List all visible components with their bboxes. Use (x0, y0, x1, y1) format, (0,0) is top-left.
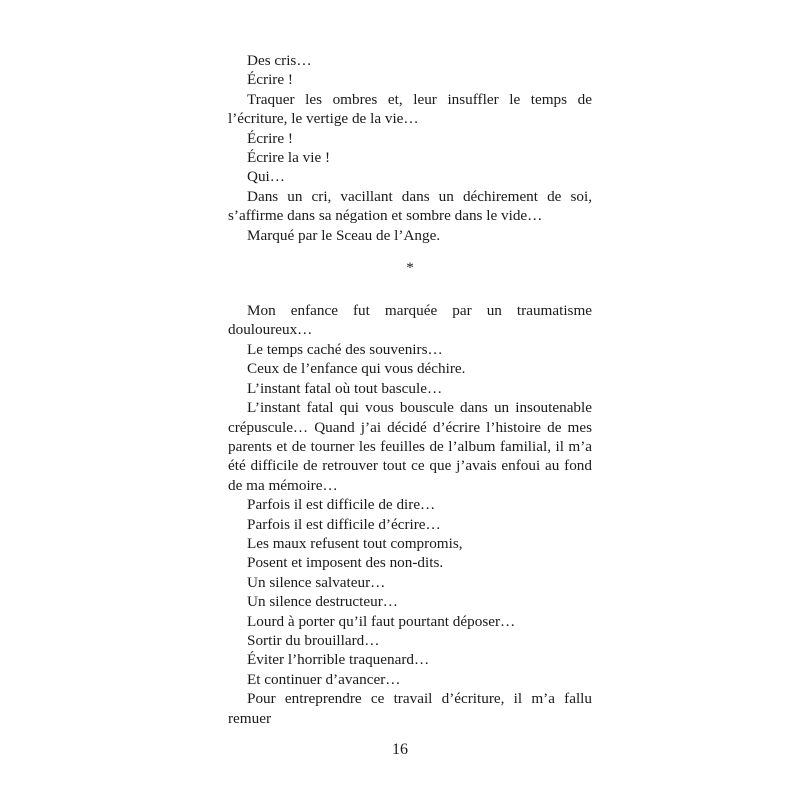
paragraph: L’instant fatal où tout bascule… (247, 379, 443, 397)
paragraph: Parfois il est difficile de dire… (247, 496, 436, 514)
paragraph: Posent et imposent des non-dits. (247, 554, 444, 572)
section-two (228, 301, 592, 728)
paragraph: Mon enfance fut marquée par un traumatisme douloureux… (228, 302, 592, 339)
paragraph: L’instant fatal qui vous bouscule dans un insoutenable crépuscule… Quand j’ai décidé d’écrire l’histoire de mes parents et de tourner les feuilles de l’album familial, il m’a été difficile de retrouver tout ce que j’avais enfoui au fond de ma mémoire… (228, 399, 592, 494)
paragraph: Éviter l’horrible traquenard… (247, 651, 430, 669)
paragraph: Un silence salvateur… (247, 573, 386, 591)
paragraph: Lourd à porter qu’il faut pourtant déposer… (247, 612, 516, 630)
paragraph: Un silence destructeur… (247, 593, 398, 611)
paragraph: Pour entreprendre ce travail d’écriture, il m’a fallu remuer (228, 690, 592, 727)
paragraph: Sortir du brouillard… (247, 631, 380, 649)
paragraph: Le temps caché des souvenirs… (247, 340, 443, 358)
paragraph: Et continuer d’avancer… (247, 670, 401, 688)
paragraph: Traquer les ombres et, leur insuffler le temps de l’écriture, le vertige de la vie… (228, 90, 592, 128)
paragraph: Parfois il est difficile d’écrire… (247, 515, 441, 533)
paragraph: Écrire la vie ! (247, 149, 331, 167)
paragraph: Qui… (247, 168, 285, 186)
paragraph: Ceux de l’enfance qui vous déchire. (247, 360, 466, 378)
paragraph: Marqué par le Sceau de l’Ange. (247, 226, 441, 244)
paragraph: Les maux refusent tout compromis, (247, 534, 463, 552)
paragraph: Écrire ! (247, 129, 293, 147)
paragraph: Écrire ! (247, 71, 293, 89)
section-one (228, 51, 592, 245)
page-number: 16 (392, 741, 408, 758)
paragraph: Des cris… (247, 52, 312, 69)
section-separator: * (406, 260, 414, 277)
paragraph: Dans un cri, vacillant dans un déchirement de soi, s’affirme dans sa négation et sombre dans le vide… (228, 187, 592, 225)
book-page (228, 51, 592, 728)
